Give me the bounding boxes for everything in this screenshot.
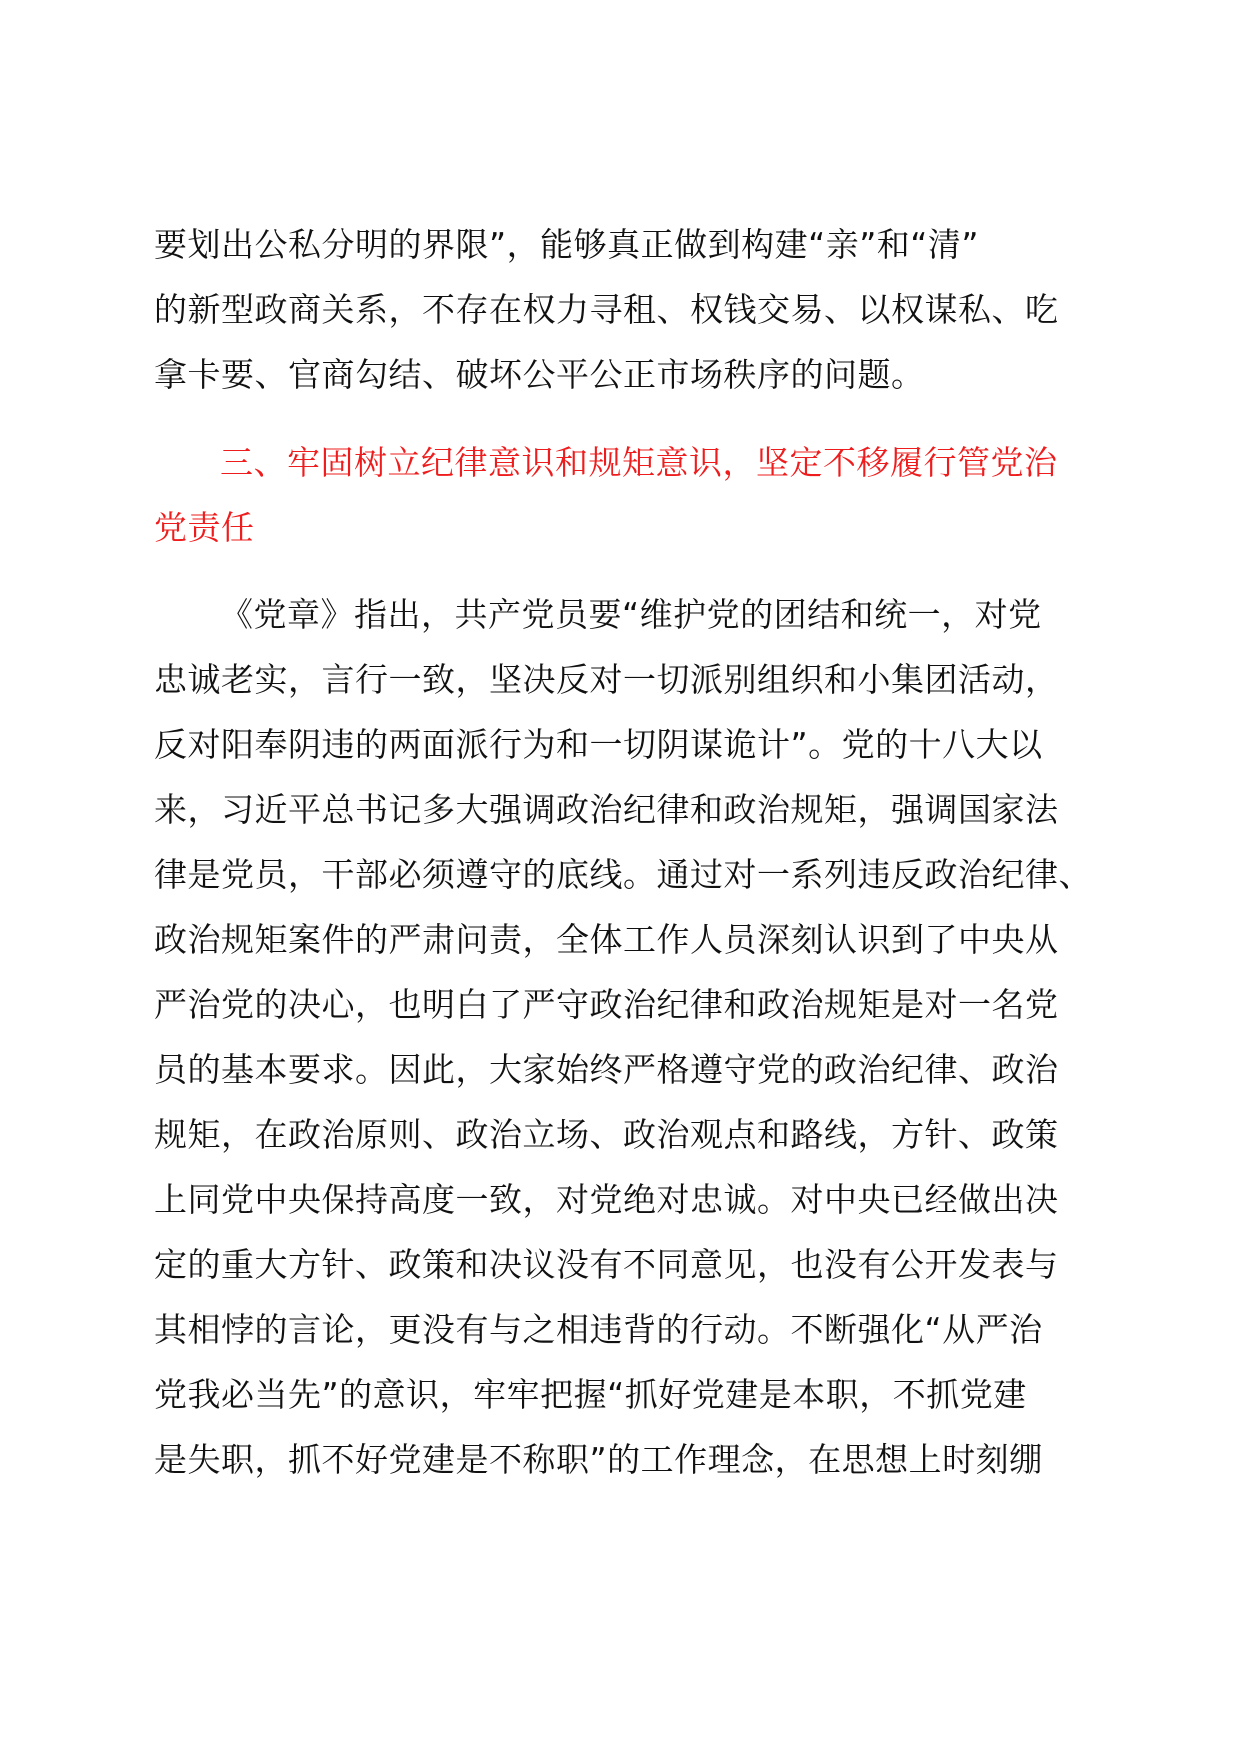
paragraph-body [154,582,1094,1492]
paragraph-line: 定的重大方针、政策和决议没有不同意见，也没有公开发表与 [154,1245,1059,1284]
paragraph-line: 反对阳奉阴违的两面派行为和一切阴谋诡计”。党的十八大以 [154,725,1043,764]
section-heading-line: 党责任 [154,508,255,547]
paragraph-line: 严治党的决心，也明白了严守政治纪律和政治规矩是对一名党 [154,985,1059,1024]
paragraph-line: 党我必当先”的意识，牢牢把握“抓好党建是本职，不抓党建 [154,1375,1027,1414]
paragraph-line: 上同党中央保持高度一致，对党绝对忠诚。对中央已经做出决 [154,1180,1059,1219]
paragraph-line: 要划出公私分明的界限”，能够真正做到构建“亲”和“清” [154,225,979,264]
paragraph-line: 是失职，抓不好党建是不称职”的工作理念，在思想上时刻绷 [154,1440,1043,1479]
paragraph-line: 其相悖的言论，更没有与之相违背的行动。不断强化“从严治 [154,1310,1043,1349]
paragraph-line: 员的基本要求。因此，大家始终严格遵守党的政治纪律、政治 [154,1050,1059,1089]
section-heading [154,430,1094,560]
paragraph-line: 政治规矩案件的严肃问责，全体工作人员深刻认识到了中央从 [154,920,1059,959]
paragraph-line: 拿卡要、官商勾结、破坏公平公正市场秩序的问题。 [154,355,925,394]
paragraph-line: 的新型政商关系，不存在权力寻租、权钱交易、以权谋私、吃 [154,290,1059,329]
section-heading-line: 三、牢固树立纪律意识和规矩意识，坚定不移履行管党治 [220,443,1058,482]
paragraph-line: 《党章》指出，共产党员要“维护党的团结和统一，对党 [220,595,1042,634]
paragraph-line: 律是党员，干部必须遵守的底线。通过对一系列违反政治纪律、 [154,855,1092,894]
paragraph-line: 规矩，在政治原则、政治立场、政治观点和路线，方针、政策 [154,1115,1059,1154]
paragraph-continued [154,212,1094,407]
paragraph-line: 来，习近平总书记多大强调政治纪律和政治规矩，强调国家法 [154,790,1059,829]
paragraph-line: 忠诚老实，言行一致，坚决反对一切派别组织和小集团活动， [154,660,1059,699]
